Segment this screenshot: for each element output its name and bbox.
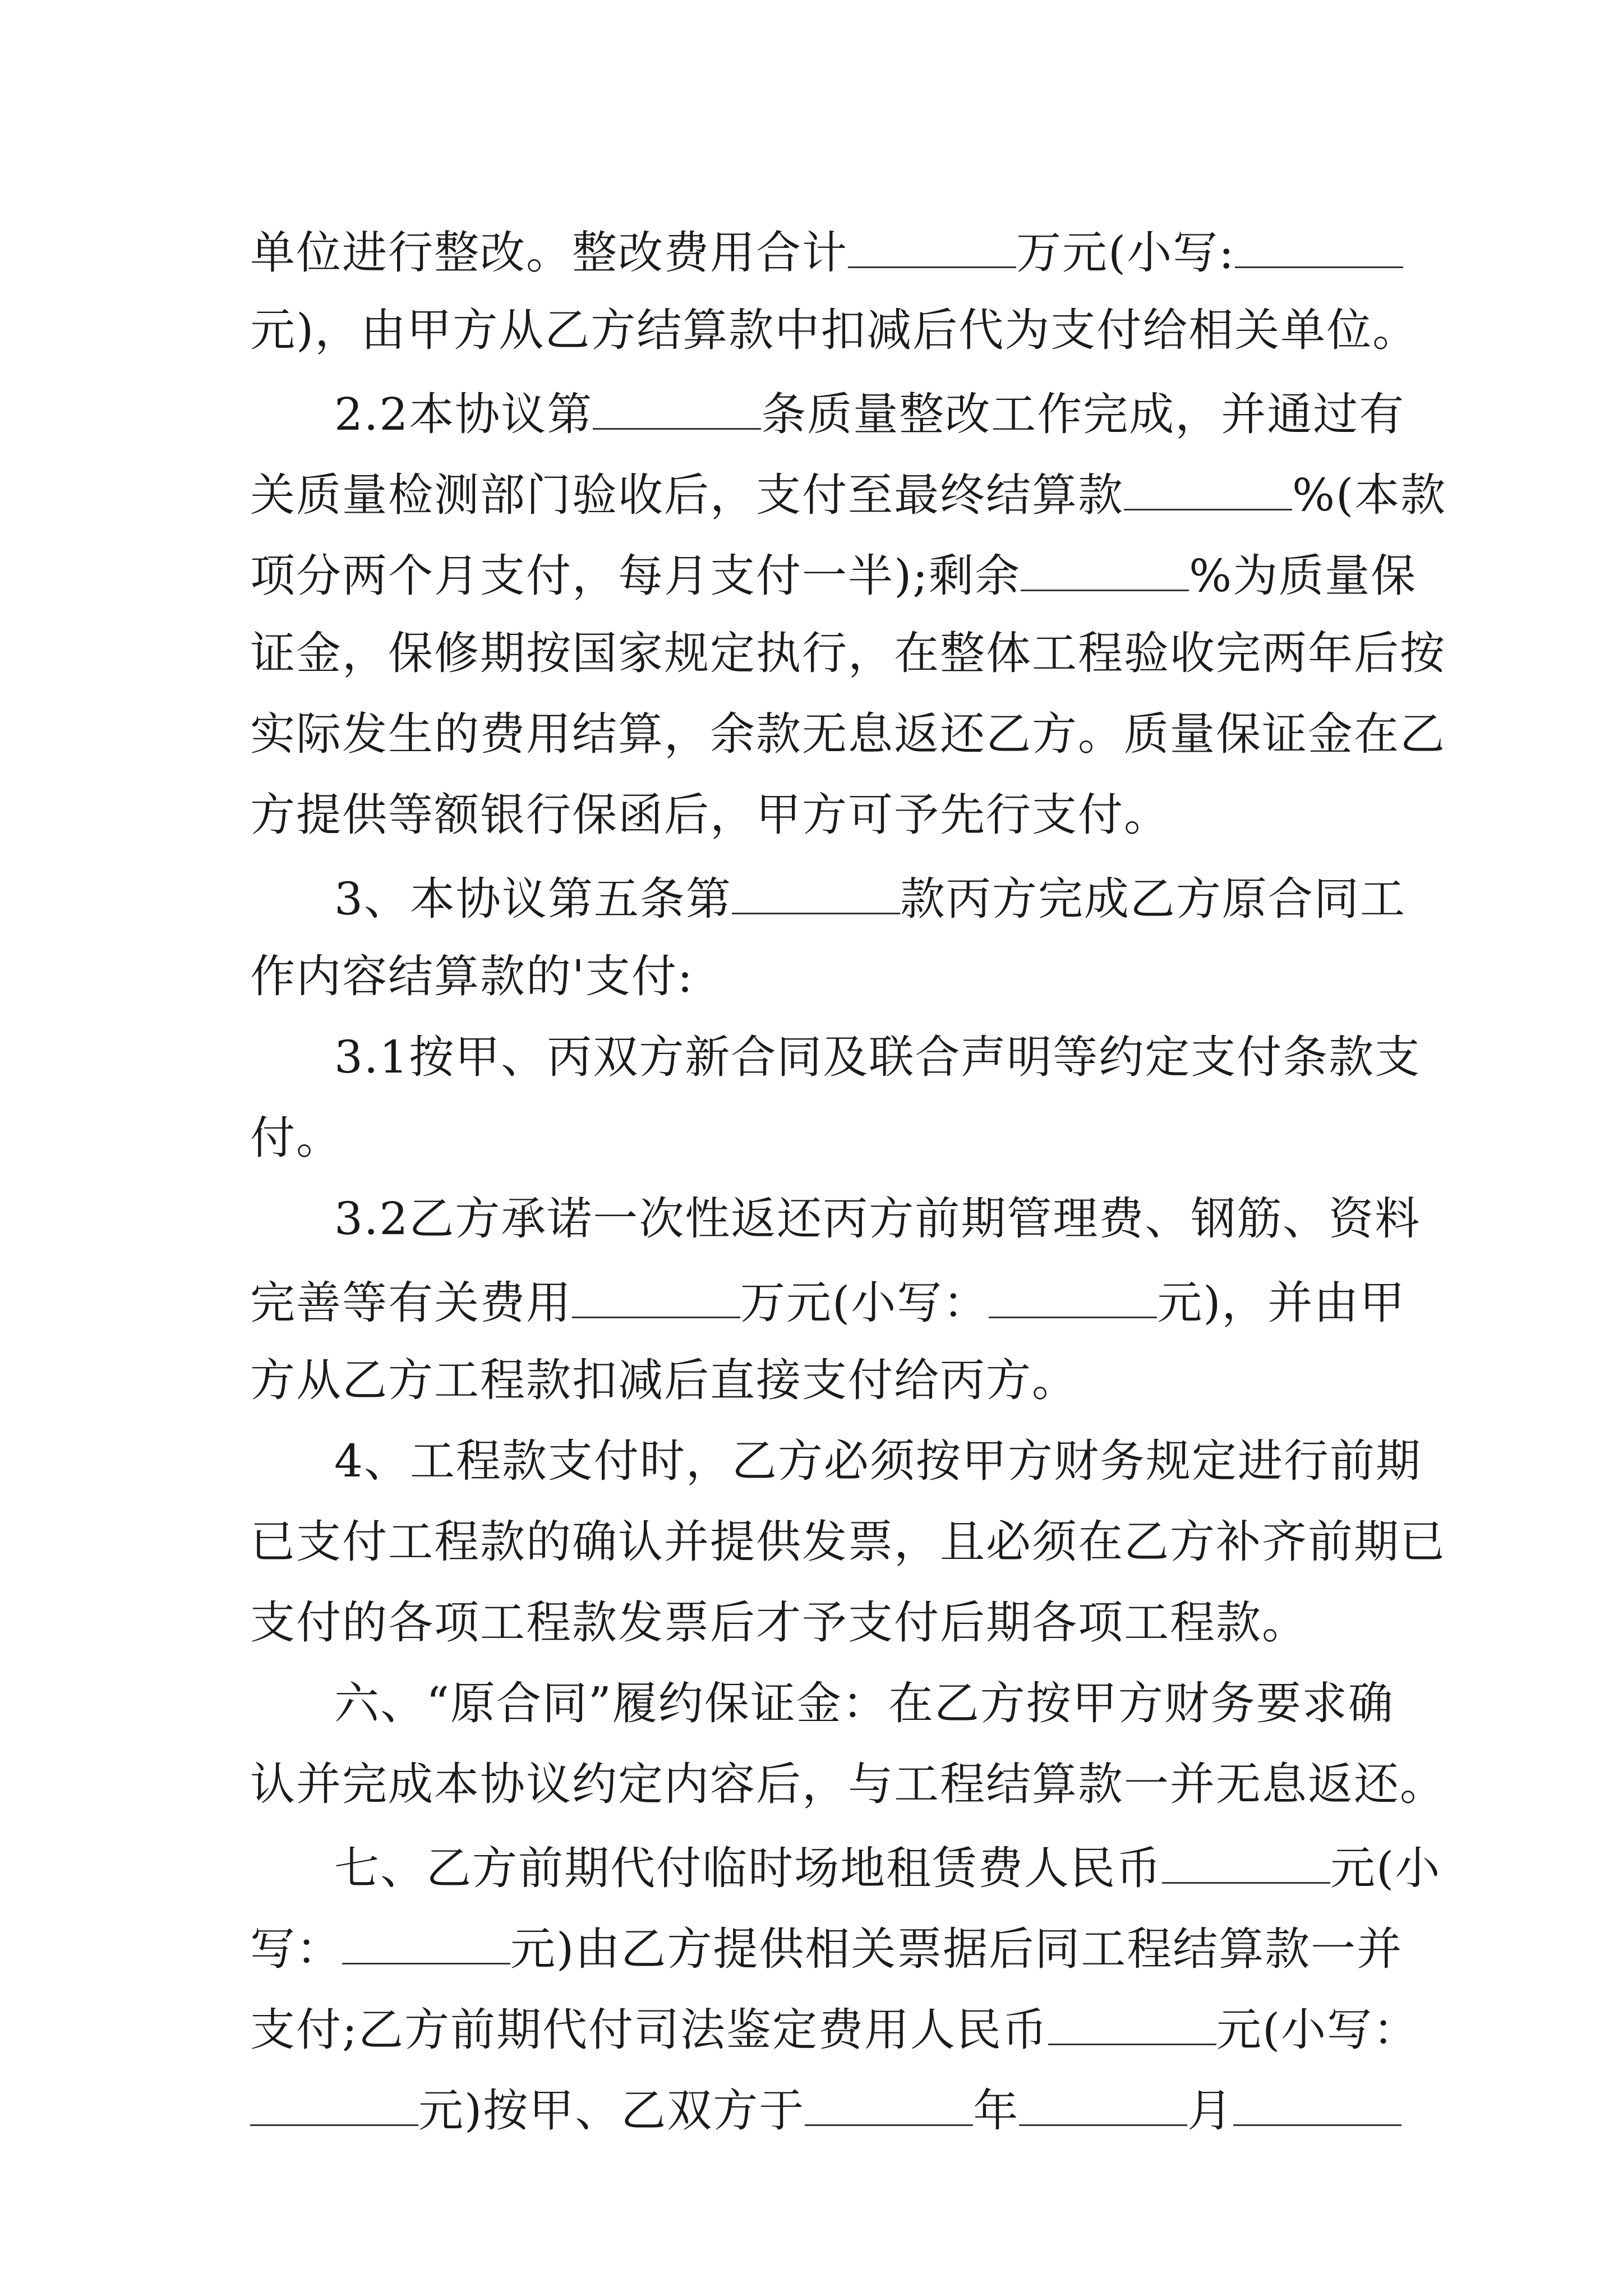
text-segment: 认并完成本协议约定内容后，与工程结算款一并无息返还。 [250, 1758, 1446, 1810]
text-line [250, 1110, 1377, 1191]
text-segment: 4、工程款支付时，乙方必须按甲方财务规定进行前期 [334, 1435, 1422, 1487]
fill-blank [572, 1272, 740, 1318]
text-line [250, 383, 1405, 464]
text-segment: 3.2乙方承诺一次性返还丙方前期管理费、钢筋、资料 [334, 1193, 1421, 1245]
text-line [250, 1676, 1394, 1756]
fill-blank [989, 1272, 1157, 1318]
text-line [250, 1999, 1419, 2079]
text-segment: 七、乙方前期代付临时场地租赁费人民币 [334, 1842, 1162, 1894]
text-segment: 万元(小写： [740, 1277, 989, 1329]
text-segment: 实际发生的费用结算，余款无息返还乙方。质量保证金在乙 [250, 708, 1446, 760]
text-line [250, 464, 1447, 545]
text-line [250, 1352, 1377, 1433]
text-line [250, 868, 1406, 949]
text-segment: 方提供等额银行保函后，甲方可予先行支付。 [250, 789, 1170, 841]
fill-blank [1235, 222, 1403, 268]
text-segment: 项分两个月支付，每月支付一半);剩余 [250, 550, 1021, 602]
text-line [250, 302, 1419, 383]
text-segment: 元(小写： [1216, 2004, 1419, 2056]
text-segment: 元)按甲、乙双方于 [418, 2085, 805, 2137]
text-line [250, 787, 1377, 868]
fill-blank [1021, 545, 1189, 591]
text-line [250, 2079, 1377, 2160]
text-segment: 条质量整改工作完成，并通过有 [761, 388, 1405, 440]
text-line [250, 1595, 1377, 1676]
text-line [250, 1837, 1441, 1918]
text-line [250, 1756, 1446, 1837]
text-line [250, 222, 1377, 302]
fill-blank [805, 2079, 973, 2126]
text-segment: 款丙方完成乙方原合同工 [900, 873, 1406, 925]
text-segment: 支付;乙方前期代付司法鉴定费用人民币 [250, 2004, 1048, 2056]
text-segment: 证金，保修期按国家规定执行，在整体工程验收完两年后按 [250, 627, 1446, 679]
text-line [250, 1514, 1446, 1595]
fill-blank [250, 2079, 418, 2126]
text-line [250, 1029, 1421, 1110]
text-line [250, 1918, 1403, 1999]
fill-blank [1019, 2079, 1187, 2126]
text-segment: 六、“原合同”履约保证金：在乙方按甲方财务要求确 [334, 1677, 1394, 1729]
text-segment: 支付的各项工程款发票后才予支付后期各项工程款。 [250, 1596, 1308, 1649]
text-segment: 3、本协议第五条第 [334, 873, 732, 925]
text-line [250, 706, 1446, 787]
text-segment: 付。 [250, 1112, 342, 1164]
text-segment: 完善等有关费用 [250, 1277, 572, 1329]
text-segment: 2.2本协议第 [334, 388, 593, 440]
text-segment: 元)，由甲方从乙方结算款中扣减后代为支付给相关单位。 [250, 304, 1419, 356]
text-line [250, 1191, 1421, 1272]
text-segment: 单位进行整改。整改费用合计 [250, 227, 848, 279]
text-line [250, 1272, 1406, 1352]
text-line [250, 545, 1417, 625]
text-segment: 3.1按甲、丙双方新合同及联合声明等约定支付条款支 [334, 1031, 1421, 1083]
text-segment: 元(小 [1330, 1842, 1441, 1894]
text-line [250, 949, 1377, 1029]
text-segment: 元)，并由甲 [1157, 1277, 1406, 1329]
text-segment: 年 [973, 2085, 1020, 2137]
document-body [250, 222, 1447, 2160]
text-segment: 万元(小写: [1016, 227, 1235, 279]
text-segment: %为质量保 [1189, 550, 1417, 602]
text-segment: 关质量检测部门验收后，支付至最终结算款 [250, 469, 1124, 521]
text-segment: 作内容结算款的'支付: [250, 950, 694, 1002]
fill-blank [1048, 1999, 1216, 2045]
fill-blank [342, 1918, 510, 1964]
fill-blank [1233, 2079, 1401, 2126]
text-segment: 月 [1187, 2085, 1234, 2137]
text-segment: 写： [250, 1923, 342, 1975]
text-line [250, 1433, 1422, 1514]
text-segment: 方从乙方工程款扣减后直接支付给丙方。 [250, 1354, 1078, 1406]
fill-blank [848, 222, 1016, 268]
text-segment: %(本款 [1292, 469, 1447, 521]
text-line [250, 625, 1446, 706]
text-segment: 已支付工程款的确认并提供发票，且必须在乙方补齐前期已 [250, 1516, 1446, 1568]
fill-blank [1124, 464, 1292, 510]
fill-blank [732, 868, 900, 914]
text-segment: 元)由乙方提供相关票据后同工程结算款一并 [510, 1923, 1403, 1975]
fill-blank [593, 383, 761, 430]
fill-blank [1162, 1837, 1330, 1884]
